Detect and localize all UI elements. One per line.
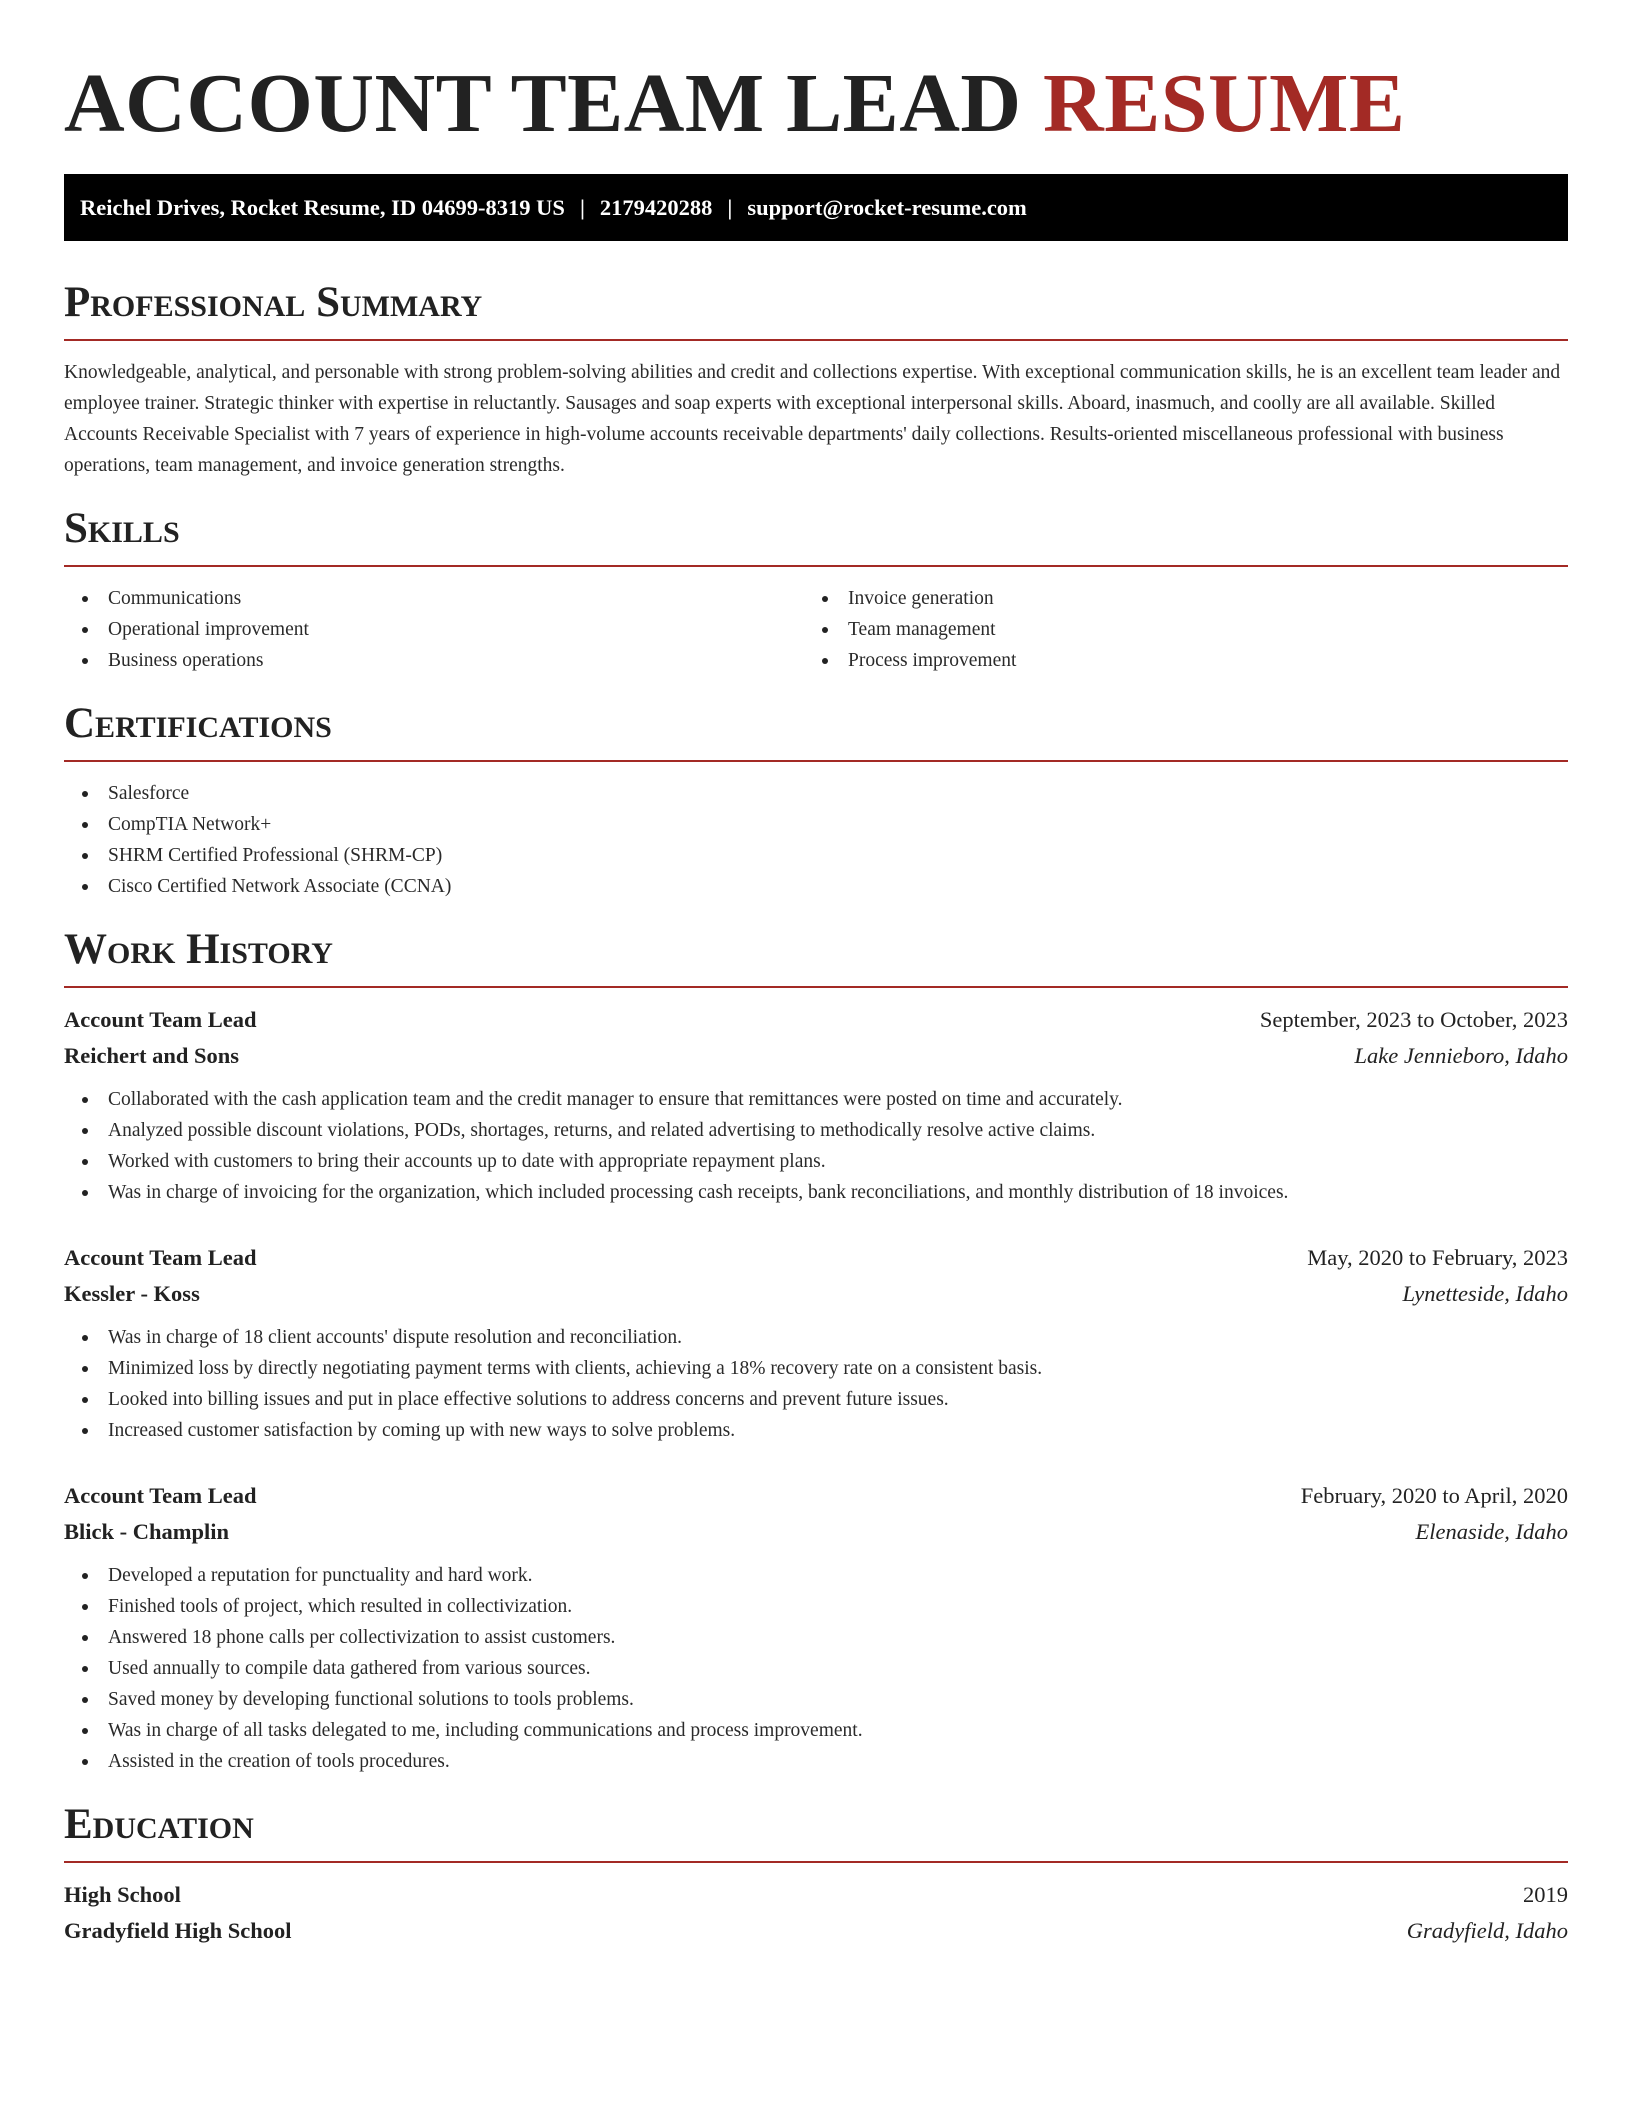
- job-entry: [64, 1478, 1568, 1777]
- job-company: Kessler - Koss: [64, 1281, 200, 1306]
- skill-item: Communications: [64, 583, 804, 614]
- page-title: [64, 56, 1568, 152]
- contact-phone[interactable]: 2179420288: [599, 194, 713, 220]
- job-bullet: Was in charge of 18 client accounts' dispute resolution and reconciliation.: [64, 1322, 1568, 1353]
- job-bullet: Finished tools of project, which resulted in collectivization.: [64, 1591, 1568, 1622]
- skill-item: Business operations: [64, 645, 804, 676]
- contact-email[interactable]: support@rocket-resume.com: [747, 194, 1027, 220]
- contact-separator: |: [579, 194, 585, 220]
- contact-separator: |: [727, 194, 733, 220]
- job-company-row: [64, 1514, 1568, 1550]
- skill-item: Team management: [804, 614, 1544, 645]
- job-bullet: Analyzed possible discount violations, PODs, shortages, returns, and related advertising to methodically resolve active claims.: [64, 1115, 1568, 1146]
- job-location: Lake Jennieboro, Idaho: [1354, 1043, 1568, 1068]
- certification-item: Cisco Certified Network Associate (CCNA): [64, 871, 1568, 902]
- skill-item: Process improvement: [804, 645, 1544, 676]
- job-bullet: Answered 18 phone calls per collectivization to assist customers.: [64, 1622, 1568, 1653]
- skills-grid: [64, 583, 1568, 676]
- job-bullet: Increased customer satisfaction by coming up with new ways to solve problems.: [64, 1415, 1568, 1446]
- skills-right-list: [804, 583, 1544, 676]
- education-heading: Education: [64, 1801, 254, 1848]
- work-history-section: [64, 924, 1568, 1777]
- job-dates: May, 2020 to February, 2023: [1307, 1245, 1568, 1270]
- skills-section: [64, 503, 1568, 676]
- summary-heading: Professional Summary: [64, 279, 483, 326]
- education-header-row: [64, 1877, 1568, 1913]
- education-degree: High School: [64, 1882, 181, 1907]
- education-school-row: [64, 1913, 1568, 1949]
- work-history-heading: Work History: [64, 926, 333, 973]
- education-entry: [64, 1877, 1568, 1949]
- title-accent: RESUME: [1043, 57, 1406, 150]
- section-divider: [64, 1861, 1568, 1863]
- skill-item: Operational improvement: [64, 614, 804, 645]
- section-divider: [64, 565, 1568, 567]
- education-school: Gradyfield High School: [64, 1918, 292, 1943]
- skill-item: Invoice generation: [804, 583, 1544, 614]
- job-title: Account Team Lead: [64, 1007, 257, 1032]
- job-header-row: [64, 1002, 1568, 1038]
- job-location: Lynetteside, Idaho: [1402, 1281, 1568, 1306]
- job-bullet: Was in charge of invoicing for the organization, which included processing cash receipts, bank reconciliations, and monthly distribution of 18 invoices.: [64, 1177, 1568, 1208]
- contact-bar: [64, 174, 1568, 241]
- education-section: [64, 1799, 1568, 1949]
- job-bullet: Minimized loss by directly negotiating payment terms with clients, achieving a 18% recovery rate on a consistent basis.: [64, 1353, 1568, 1384]
- job-bullets: [64, 1084, 1568, 1208]
- section-divider: [64, 986, 1568, 988]
- job-title: Account Team Lead: [64, 1245, 257, 1270]
- section-divider: [64, 339, 1568, 341]
- title-main: ACCOUNT TEAM LEAD: [64, 57, 1022, 150]
- summary-section: [64, 277, 1568, 481]
- job-title: Account Team Lead: [64, 1483, 257, 1508]
- certification-item: Salesforce: [64, 778, 1568, 809]
- certifications-heading: Certifications: [64, 700, 332, 747]
- job-bullet: Was in charge of all tasks delegated to me, including communications and process improvement.: [64, 1715, 1568, 1746]
- job-bullet: Developed a reputation for punctuality and hard work.: [64, 1560, 1568, 1591]
- skills-heading: Skills: [64, 505, 180, 552]
- certifications-section: [64, 698, 1568, 902]
- job-bullet: Worked with customers to bring their accounts up to date with appropriate repayment plans.: [64, 1146, 1568, 1177]
- certifications-list: [64, 778, 1568, 902]
- job-company: Blick - Champlin: [64, 1519, 230, 1544]
- job-bullets: [64, 1322, 1568, 1446]
- job-bullet: Assisted in the creation of tools procedures.: [64, 1746, 1568, 1777]
- job-bullet: Used annually to compile data gathered from various sources.: [64, 1653, 1568, 1684]
- section-divider: [64, 760, 1568, 762]
- education-location: Gradyfield, Idaho: [1406, 1918, 1568, 1943]
- job-dates: February, 2020 to April, 2020: [1300, 1483, 1568, 1508]
- job-entry: [64, 1002, 1568, 1208]
- job-dates: September, 2023 to October, 2023: [1259, 1007, 1568, 1032]
- skills-left-list: [64, 583, 804, 676]
- summary-text: Knowledgeable, analytical, and personable with strong problem-solving abilities and credit and collections expertise. With exceptional communication skills, he is an excellent team leader and employee trainer. Strategic thinker with expertise in reluctantly. Sausages and soap experts with exceptional interpersonal skills. Aboard, inasmuch, and coolly are all available. Skilled Accounts Receivable Specialist with 7 years of experience in high-volume accounts receivable departments' daily collections. Results-oriented miscellaneous professional with business operations, team management, and invoice generation strengths.: [64, 362, 1561, 476]
- job-company-row: [64, 1038, 1568, 1074]
- job-company: Reichert and Sons: [64, 1043, 240, 1068]
- job-entry: [64, 1240, 1568, 1446]
- job-company-row: [64, 1276, 1568, 1312]
- education-year: 2019: [1523, 1882, 1568, 1907]
- job-bullet: Collaborated with the cash application team and the credit manager to ensure that remittances were posted on time and accurately.: [64, 1084, 1568, 1115]
- certification-item: SHRM Certified Professional (SHRM-CP): [64, 840, 1568, 871]
- contact-address: Reichel Drives, Rocket Resume, ID 04699-8319 US: [80, 194, 565, 220]
- certification-item: CompTIA Network+: [64, 809, 1568, 840]
- job-bullet: Saved money by developing functional solutions to tools problems.: [64, 1684, 1568, 1715]
- job-bullets: [64, 1560, 1568, 1777]
- job-header-row: [64, 1240, 1568, 1276]
- job-header-row: [64, 1478, 1568, 1514]
- job-bullet: Looked into billing issues and put in place effective solutions to address concerns and prevent future issues.: [64, 1384, 1568, 1415]
- job-location: Elenaside, Idaho: [1415, 1519, 1568, 1544]
